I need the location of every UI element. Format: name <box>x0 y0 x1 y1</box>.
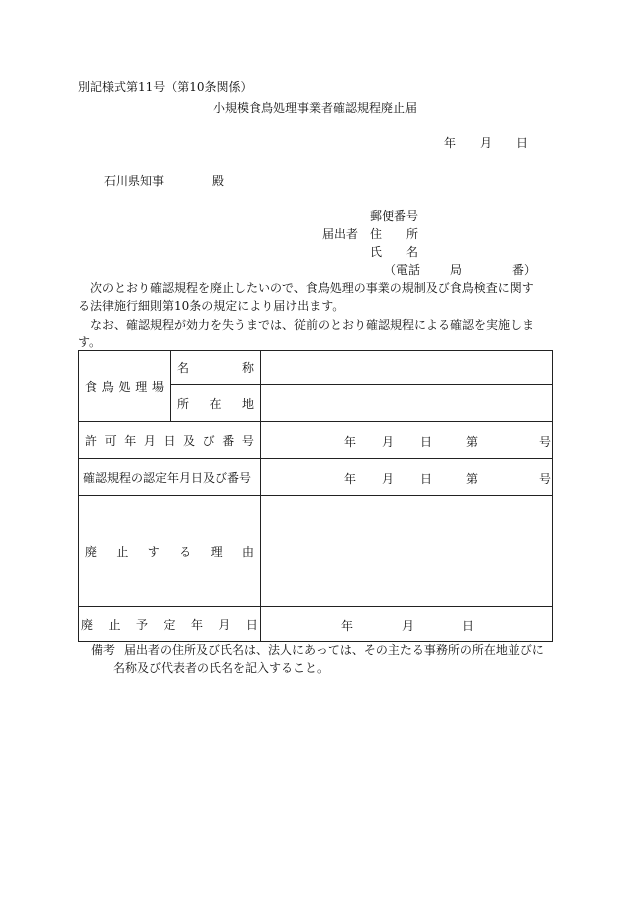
table-row <box>79 459 553 496</box>
form-number: 別記様式第11号（第10条関係） <box>78 80 253 94</box>
address-label: 住 所 <box>370 227 418 241</box>
remarks-label: 備考 <box>91 643 116 657</box>
date-month-label: 月 <box>480 136 493 150</box>
addressee-honorific: 殿 <box>212 174 225 188</box>
permit-label-cell <box>79 422 261 459</box>
facility-name-label: 名 称 <box>177 361 254 375</box>
permit-value: 年 月 日 第 号 <box>344 435 552 449</box>
planned-date-value: 年 月 日 <box>341 619 475 633</box>
reason-label: 廃 止 す る 理 由 <box>85 544 254 559</box>
facility-name-field[interactable] <box>261 351 553 385</box>
remarks-line-2: 名称及び代表者の氏名を記入すること。 <box>113 661 330 675</box>
remarks-line-1: 届出者の住所及び氏名は、法人にあっては、その主たる事務所の所在地並びに <box>124 643 544 657</box>
facility-location-label-cell <box>171 385 261 422</box>
name-label: 氏 名 <box>370 245 418 259</box>
reason-field[interactable] <box>261 496 553 607</box>
date-year-label: 年 <box>444 136 457 150</box>
phone-exchange-label: 局 <box>450 263 463 277</box>
form-title: 小規模食鳥処理事業者確認規程廃止届 <box>213 101 418 115</box>
body-text-line-3: なお、確認規程が効力を失うまでは、従前のとおり確認規程による確認を実施しま <box>90 318 535 332</box>
table-row <box>79 496 553 607</box>
reason-label-cell <box>79 496 261 607</box>
facility-location-label: 所 在 地 <box>177 396 254 411</box>
planned-date-label: 廃 止 予 定 年 月 日 <box>81 617 258 632</box>
planned-date-field[interactable] <box>261 607 553 642</box>
applicant-label: 届出者 <box>322 227 359 241</box>
permit-value-field[interactable] <box>261 422 553 459</box>
body-text-line-1: 次のとおり確認規程を廃止したいので、食鳥処理の事業の規制及び食鳥検査に関す <box>90 281 534 295</box>
postal-code-label: 郵便番号 <box>370 209 419 223</box>
table-row <box>79 607 553 642</box>
facility-name-label-cell <box>171 351 261 385</box>
table-row <box>79 422 553 459</box>
approval-label: 確認規程の認定年月日及び番号 <box>83 470 252 485</box>
approval-label-cell <box>79 459 261 496</box>
date-day-label: 日 <box>516 136 529 150</box>
permit-label: 許 可 年 月 日 及 び 番 号 <box>85 433 254 448</box>
planned-date-label-cell <box>79 607 261 642</box>
form-table <box>78 350 553 642</box>
addressee-name: 石川県知事 <box>104 174 165 188</box>
table-row <box>79 351 553 385</box>
phone-label: （電話 <box>384 263 421 277</box>
body-text-line-4: す。 <box>78 335 102 349</box>
facility-label-cell <box>79 351 171 422</box>
phone-number-label: 番） <box>512 263 537 277</box>
approval-value: 年 月 日 第 号 <box>344 472 552 486</box>
facility-label: 食 鳥 処 理 場 <box>85 379 164 394</box>
approval-value-field[interactable] <box>261 459 553 496</box>
body-text-line-2: る法律施行細則第10条の規定により届け出ます。 <box>78 299 345 313</box>
facility-location-field[interactable] <box>261 385 553 422</box>
